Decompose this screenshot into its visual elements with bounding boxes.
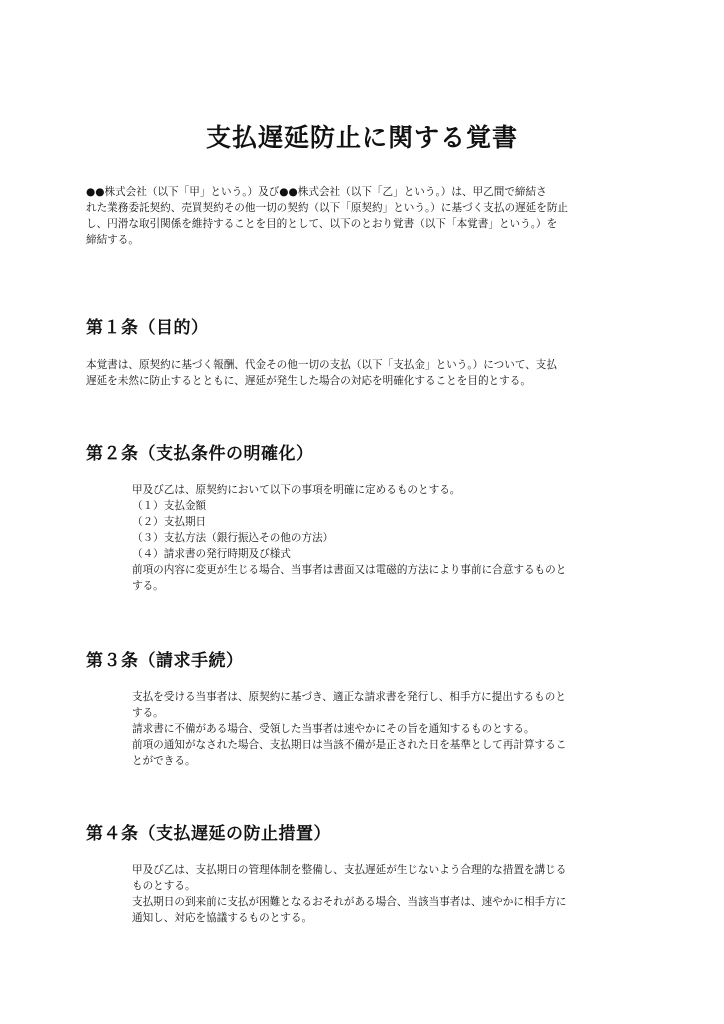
intro-paragraph: ●●株式会社（以下「甲」という。）及び●●株式会社（以下「乙」という。）は、甲乙間で締結さ れた業務委託契約、売買契約その他一切の契約（以下「原契約」という。）に基づく支払の遅延を防止 し、円滑な取引関係を維持することを目的として、以下のとおり覚書（以下「本覚書」という。）を 締結する。: [86, 186, 569, 246]
article-3-body: [86, 689, 632, 769]
article-2-paragraph-2: 前項の内容に変更が生じる場合、当事者は書面又は電磁的方法により事前に合意するものと する。: [132, 564, 567, 592]
article-3-paragraph-1: 支払を受ける当事者は、原契約に基づき、適正な請求書を発行し、相手方に提出するものと する。: [132, 691, 566, 719]
article-4-body: [86, 862, 632, 926]
article-2-item-4: （４）請求書の発行時期及び様式: [132, 548, 291, 560]
article-2: [86, 443, 646, 594]
article-4-heading: 第４条（支払遅延の防止措置）: [86, 824, 331, 844]
article-3: [86, 650, 646, 769]
article-3-heading: 第３条（請求手続）: [86, 651, 244, 671]
article-2-item-1: （１）支払金額: [132, 500, 207, 512]
article-2-item-3: （３）支払方法（銀行振込その他の方法）: [132, 532, 334, 544]
article-2-body: [86, 482, 632, 594]
article-1-heading: 第１条（目的）: [86, 318, 209, 338]
article-2-paragraph-1: 甲及び乙は、原契約において以下の事項を明確に定めるものとする。: [132, 484, 461, 496]
article-1-body: [86, 357, 646, 389]
article-3-paragraph-3: 前項の通知がなされた場合、支払期日は当該不備が是正された日を基準として再計算するこ とができる。: [132, 739, 567, 767]
article-4-paragraph-2: 支払期日の到来前に支払が困難となるおそれがある場合、当該当事者は、速やかに相手方に 通知し、対応を協議するものとする。: [132, 896, 567, 924]
article-4: [86, 823, 646, 926]
article-2-item-2: （２）支払期日: [132, 516, 207, 528]
article-1: [86, 317, 646, 389]
article-2-heading: 第２条（支払条件の明確化）: [86, 444, 314, 464]
document-title: 支払遅延防止に関する覚書: [205, 123, 518, 152]
article-1-paragraph-1: 本覚書は、原契約に基づく報酬、代金その他一切の支払（以下「支払金」という。）について、支払 遅延を未然に防止するとともに、遅延が発生した場合の対応を明確化することを目的とする。: [86, 359, 557, 387]
article-3-paragraph-2: 請求書に不備がある場合、受領した当事者は速やかにその旨を通知するものとする。: [132, 723, 535, 735]
article-4-paragraph-1: 甲及び乙は、支払期日の管理体制を整備し、支払遅延が生じないよう合理的な措置を講じる ものとする。: [132, 864, 567, 892]
